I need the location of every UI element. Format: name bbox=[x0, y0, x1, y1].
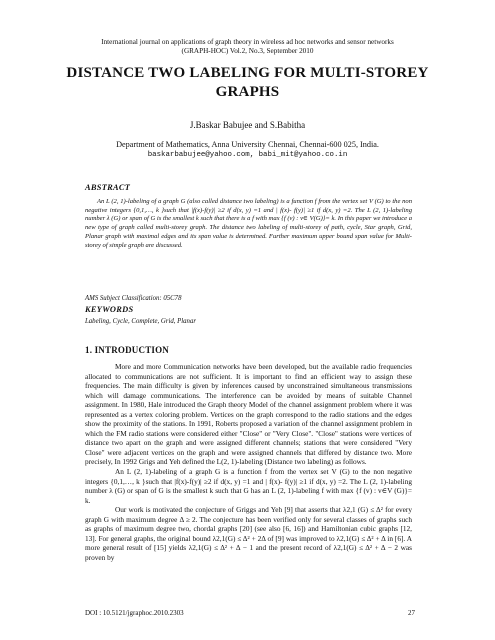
ams-classification: AMS Subject Classification: 05C78 bbox=[85, 295, 182, 302]
authors: J.Baskar Babujee and S.Babitha bbox=[189, 120, 306, 130]
paper-title-line2: GRAPHS bbox=[215, 84, 280, 100]
introduction-body bbox=[85, 362, 412, 562]
journal-header-line2: (GRAPH-HOC) Vol.2, No.3, September 2010 bbox=[181, 47, 314, 55]
author-emails: baskarbabujee@yahoo.com, babi_mit@yahoo.co.in bbox=[147, 151, 348, 159]
paper-title-line1: DISTANCE TWO LABELING FOR MULTI-STOREY bbox=[66, 65, 429, 81]
abstract-heading: ABSTRACT bbox=[85, 183, 131, 192]
introduction-heading: 1. INTRODUCTION bbox=[85, 345, 170, 355]
journal-header-line1: International journal on applications of graph theory in wireless ad hoc networks and sensor networks bbox=[101, 38, 394, 46]
introduction-paragraph-1: More and more Communication networks have been developed, but the available radio frequencies allocated to communications are not sufficient. It is important to find an efficient way to assign these frequencies. The main difficulty is given by inferences caused by unconstrained simultaneous transmissions which will damage communications. The interference can be avoided by means of suitable Channel assignment. In 1980, Hale introduced the Graph theory Model of the channel assignment problem where it was represented as a vertex coloring problem. Vertices on the graph correspond to the radio stations and the edges show the proximity of the stations. In 1991, Roberts proposed a variation of the channel assignment problem in which the FM radio stations were considered either "Close" or "Very Close". "Close" stations were vertices of distance two apart on the graph and were assigned different channels; stations that were considered "Very Close" were adjacent vertices on the graph and were assigned channels that differed by distance two. More precisely, In 1992 Grigs and Yeh defined the L(2, 1)-labeling (Distance two labeling) as follows. bbox=[85, 362, 412, 467]
journal-header bbox=[80, 38, 415, 56]
introduction-paragraph-3: Our work is motivated the conjecture of Griggs and Yeh [9] that asserts that λ2,1 (G) ≤ Δ² for every graph G with maximum degree Δ ≥ 2. The conjecture has been verified only for several classes of graphs such as graphs of maximum degree two, chordal graphs [20] (see also [6, 16]) and Hamiltonian cubic graphs [12, 13]. For general graphs, the original bound λ2,1(G) ≤ Δ² + 2Δ of [9] was improved to λ2,1(G) ≤ Δ² + Δ in [6]. A more general result of [15] yields λ2,1(G) ≤ Δ² + Δ − 1 and the present record of λ2,1(G) ≤ Δ² + Δ − 2 was proven by bbox=[85, 505, 412, 562]
footer-doi: DOI : 10.5121/jgraphoc.2010.2303 bbox=[85, 609, 184, 617]
abstract-text: An L (2, 1)-labeling of a graph G (also called distance two labeling) is a function f from the vertex set V (G) to the non negative integers {0,1,…, k }such that |f(x)-f(y)| ≥2 if d(x, y) =1 and | f(x)- f(y)| ≥1 if d(x, y) =2. The L (2, 1)-labeling number λ (G) or span of G is the smallest k such that there is a f with max {f (v) : v∈ V(G)}= k. In this paper we introduce a new type of graph called multi-storey graph. The distance two labeling of multi-storey of path, cycle, Star graph, Grid, Planar graph with maximal edges and its span value is determined. Further maximum upper bound span value for Multi-storey of simple graph are discussed. bbox=[85, 198, 413, 249]
keywords-heading: KEYWORDS bbox=[85, 305, 134, 314]
paper-title bbox=[60, 64, 435, 102]
introduction-paragraph-2: An L (2, 1)-labeling of a graph G is a function f from the vertex set V (G) to the non negative integers {0,1,…, k }such that |f(x)-f(y)| ≥2 if d(x, y) =1 and | f(x)- f(y)| ≥1 if d(x, y) =2. The L (2, 1)-labeling number λ (G) or span of G is the smallest k such that G has an L (2, 1)-labeling f with max {f (v) : v∈V (G)}= k. bbox=[85, 467, 412, 505]
keywords-text: Labeling, Cycle, Complete, Grid, Planar bbox=[85, 318, 197, 325]
page-number: 27 bbox=[408, 609, 415, 617]
affiliation: Department of Mathematics, Anna University Chennai, Chennai-600 025, India. bbox=[116, 140, 379, 149]
